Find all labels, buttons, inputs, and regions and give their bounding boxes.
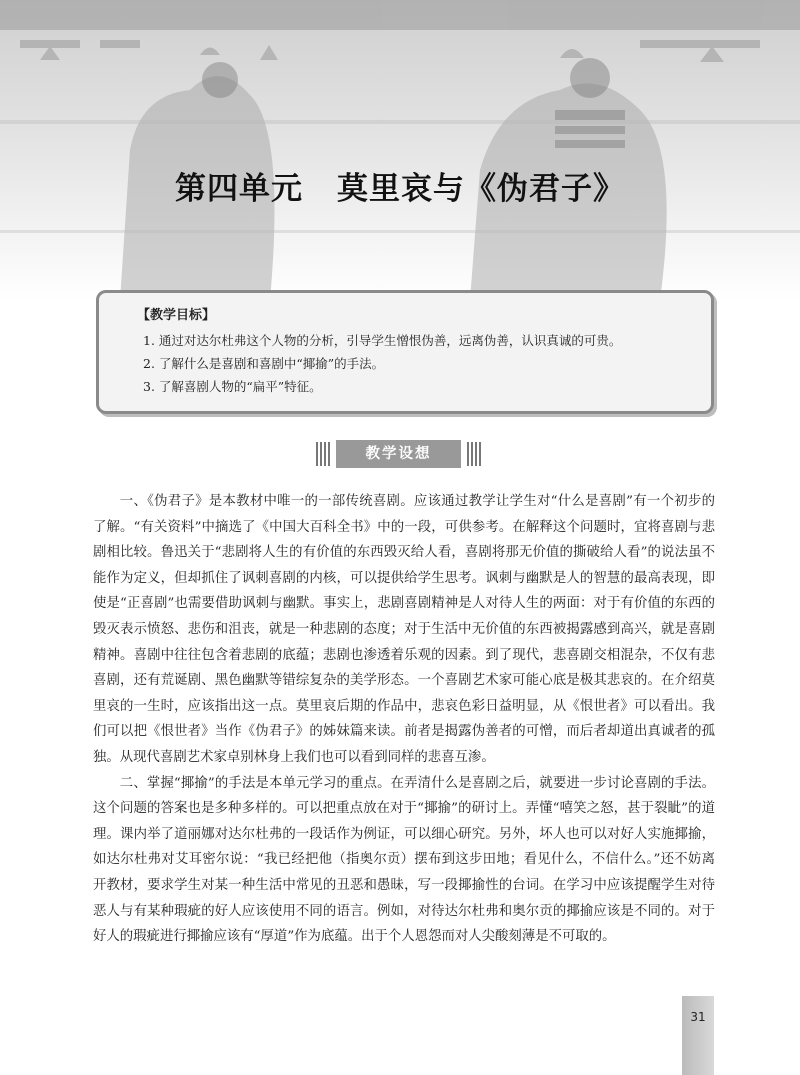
goal-item: 3. 了解喜剧人物的“扁平”特征。: [143, 379, 322, 394]
decorative-bars-right: [467, 442, 481, 466]
unit-label: 第四单元: [175, 171, 303, 207]
body-text: [93, 489, 715, 950]
egyptian-mural-illustration: [0, 0, 800, 300]
goal-item: 1. 通过对达尔杜弗这个人物的分析，引导学生憎恨伪善，远离伪善，认识真诚的可贵。: [143, 333, 622, 348]
header-banner: [0, 0, 800, 300]
section-heading: [316, 440, 481, 468]
unit-title: [0, 163, 800, 208]
goal-item: 2. 了解什么是喜剧和喜剧中“揶揄”的手法。: [143, 356, 385, 371]
goals-heading: 【教学目标】: [137, 308, 216, 323]
decorative-bars-left: [316, 442, 330, 466]
paragraph: 二、掌握“揶揄”的手法是本单元学习的重点。在弄清什么是喜剧之后，就要进一步讨论喜剧的手法。这个问题的答案也是多种多样的。可以把重点放在对于“揶揄”的研讨上。弄懂“嘻笑之怒，甚于裂眦”的道理。课内举了道丽娜对达尔杜弗的一段话作为例证，可以细心研究。另外，坏人也可以对好人实施揶揄，如达尔杜弗对艾耳密尔说：“我已经把他（指奥尔贡）摆布到这步田地；看见什么，不信什么。”还不妨离开教材，要求学生对某一种生活中常见的丑恶和愚昧，写一段揶揄性的台词。在学习中应该提醒学生对待恶人与有某种瑕疵的好人应该使用不同的语言。例如，对待达尔杜弗和奥尔贡的揶揄应该是不同的。对于好人的瑕疵进行揶揄应该有“厚道”作为底蕴。出于个人恩怨而对人尖酸刻薄是不可取的。: [93, 775, 715, 945]
page-number: 31: [690, 1010, 706, 1024]
section-title: 教学设想: [336, 440, 461, 468]
teaching-goals-box: [96, 290, 714, 414]
page-number-tab: [682, 996, 714, 1075]
unit-name: 莫里哀与《伪君子》: [337, 171, 625, 207]
paragraph: 一、《伪君子》是本教材中唯一的一部传统喜剧。应该通过教学让学生对“什么是喜剧”有一个初步的了解。“有关资料”中摘选了《中国大百科全书》中的一段，可供参考。在解释这个问题时，宜将喜剧与悲剧相比较。鲁迅关于“悲剧将人生的有价值的东西毁灭给人看，喜剧将那无价值的撕破给人看”的说法虽不能作为定义，但却抓住了讽刺喜剧的内核，可以提供给学生思考。讽刺与幽默是人的智慧的最高表现，即使是“正喜剧”也需要借助讽刺与幽默。事实上，悲剧喜剧精神是人对待人生的两面：对于有价值的东西的毁灭表示愤怒、悲伤和沮丧，就是一种悲剧的态度；对于生活中无价值的东西被揭露感到高兴，就是喜剧精神。喜剧中往往包含着悲剧的底蕴；悲剧也渗透着乐观的因素。到了现代，悲喜剧交相混杂，不仅有悲喜剧，还有荒诞剧、黑色幽默等错综复杂的美学形态。一个喜剧艺术家可能心底是极其悲哀的。在介绍莫里哀的一生时，应该指出这一点。莫里哀后期的作品中，悲哀色彩日益明显，从《恨世者》可以看出。我们可以把《恨世者》当作《伪君子》的姊妹篇来读。前者是揭露伪善者的可憎，而后者却道出真诚者的孤独。从现代喜剧艺术家卓别林身上我们也可以看到同样的悲喜互渗。: [93, 494, 715, 765]
